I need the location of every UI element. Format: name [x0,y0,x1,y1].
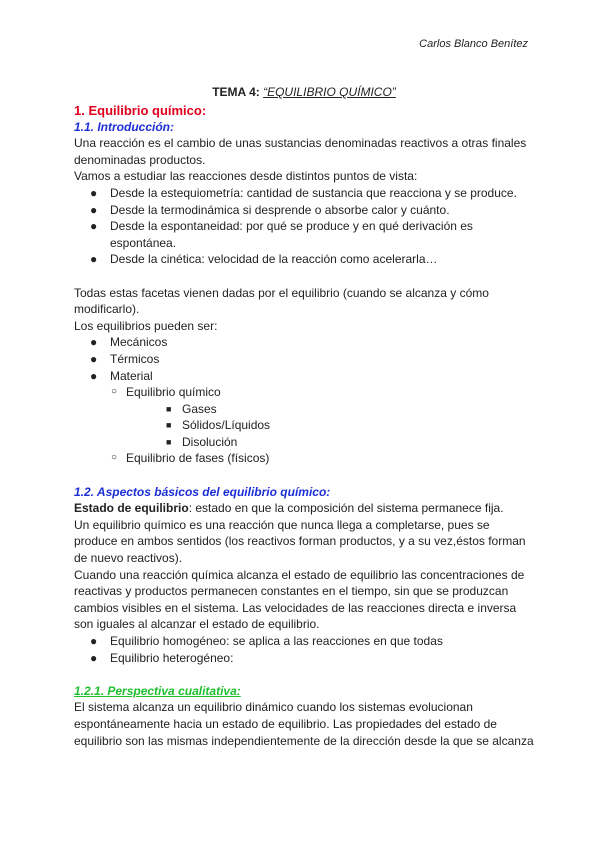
square-bullet-icon: ■ [166,436,172,447]
list-item [74,202,534,219]
bullet-icon: ● [90,368,98,383]
list-item [74,450,534,467]
list-item-text: Desde la termodinámica si desprende o absorbe calor y cuánto. [110,202,450,217]
bullet-icon: ● [90,219,98,234]
list-item-text: Desde la estequiometría: cantidad de sustancia que reacciona y se produce. [110,185,517,200]
list-item [74,368,534,385]
spacer [74,467,534,484]
title-prefix: TEMA 4: [212,85,264,99]
list-item [74,434,534,451]
spacer [74,666,534,683]
types-intro: Los equilibrios pueden ser: [74,318,218,333]
list-item-text: Equilibrio homogéneo: se aplica a las reacciones en que todas [110,634,443,648]
section-1-2-1-heading: 1.2.1. Perspectiva cualitativa: [74,683,241,698]
square-bullet-icon: ■ [166,420,172,431]
intro-paragraph: Una reacción es el cambio de unas sustancias denominadas reactivos a otras finales denominadas productos. [74,136,527,167]
hollow-bullet-icon: ○ [111,386,118,398]
bullet-icon: ● [90,650,98,665]
list-item [74,251,534,268]
page-title [74,84,534,101]
definition-term: Estado de equilibrio [74,501,189,516]
list-item [74,401,534,418]
list-item [74,218,534,251]
bullet-icon: ● [90,185,98,200]
list-item [74,384,534,401]
list-item-text: Gases [182,401,217,416]
bullet-icon: ● [90,202,98,217]
facets-paragraph: Todas estas facetas vienen dadas por el equilibrio (cuando se alcanza y cómo modificarlo). [74,285,489,317]
list-item [74,633,534,650]
list-item-text: Equilibrio heterogéneo: [110,650,234,665]
bullet-icon: ● [90,252,98,267]
title-quote-open: “ [263,85,268,99]
list-item-text: Equilibrio de fases (físicos) [126,451,270,466]
definition-text: : estado en que la composición del sistema permanece fija. [188,501,504,516]
equilibrium-kinds-list [74,633,534,666]
bullet-icon: ● [90,335,98,350]
list-item-text: Sólidos/Líquidos [182,418,271,433]
equilibrium-types-list [74,334,534,467]
bullet-icon: ● [90,634,98,648]
hollow-bullet-icon: ○ [111,452,118,464]
list-item-text: Equilibrio químico [126,385,221,400]
section-1-heading: 1. Equilibrio químico: [74,102,207,118]
list-item-text: Térmicos [110,351,160,366]
equilibrium-state-paragraph: Cuando una reacción química alcanza el estado de equilibrio las concentraciones de reactivas y productos permanecen constantes en el tiempo, sin que se produzcan cambios visibles en el sistema. Las velocidades de las reacciones directa e inversa son iguales al alcanzar el estado de equilibrio. [74,567,525,632]
author-name: Carlos Blanco Benítez [419,38,528,50]
list-item-text: Mecánicos [110,335,168,350]
title-topic [263,85,396,99]
bullet-icon: ● [90,351,98,366]
list-item-text: Desde la espontaneidad: por qué se produce y en qué derivación es espontánea. [110,219,473,250]
title-quote-close: ” [391,85,396,99]
list-item [74,650,534,667]
document-body [74,84,534,749]
list-item-text: Material [110,368,153,383]
viewpoints-list [74,185,534,268]
definition-paragraph [74,500,534,517]
list-item-text: Disolución [182,434,238,449]
list-item-text: Desde la cinética: velocidad de la reacción como acelerarla… [110,252,438,267]
list-item [74,351,534,368]
spacer [74,268,534,285]
section-1-1-heading: 1.1. Introducción: [74,119,175,134]
list-item [74,185,534,202]
equilibrium-paragraph: Un equilibrio químico es una reacción que nunca llega a completarse, pues se produce en ambos sentidos (los reactivos forman productos, y a su vez,éstos forman de nuevo reactivos). [74,517,526,566]
title-topic-text: EQUILIBRIO QUÍMICO [267,85,392,99]
list-item [74,334,534,351]
viewpoints-intro: Vamos a estudiar las reacciones desde distintos puntos de vista: [74,169,418,184]
list-item [74,417,534,434]
section-1-2-heading: 1.2. Aspectos básicos del equilibrio químico: [74,484,331,499]
qualitative-paragraph: El sistema alcanza un equilibrio dinámico cuando los sistemas evolucionan espontáneamente hacia un estado de equilibrio. Las propiedades del estado de equilibrio son las mismas independientemente de la dirección desde la que se alcanza [74,700,534,748]
square-bullet-icon: ■ [166,403,172,414]
